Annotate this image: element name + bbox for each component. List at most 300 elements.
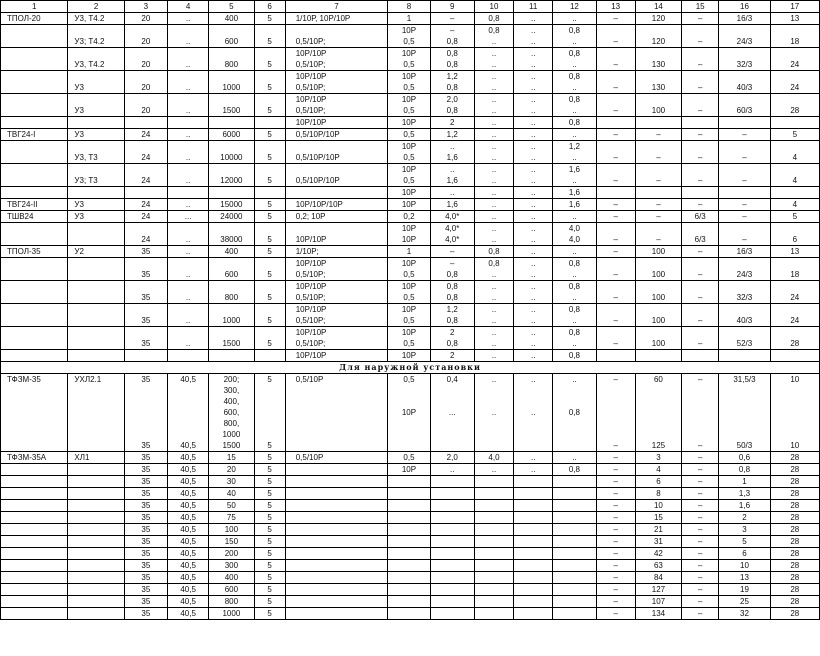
table-cell-col-3 xyxy=(124,258,167,270)
table-cell-col-4 xyxy=(168,258,209,270)
table-cell-col-12: 0,8 xyxy=(553,281,596,293)
table-cell-col-9 xyxy=(430,476,474,488)
column-number-16: 16 xyxy=(719,1,770,13)
table-cell-col-7 xyxy=(285,141,388,153)
table-cell-col-7: 10Р/10Р xyxy=(285,234,388,246)
table-cell-col-4 xyxy=(168,48,209,60)
table-cell-col-2 xyxy=(68,223,124,235)
table-cell-col-6: 5 xyxy=(254,596,285,608)
table-cell-col-12: 0,8 xyxy=(553,94,596,106)
table-cell-col-15: – xyxy=(682,572,719,584)
table-cell-col-17: 10 xyxy=(770,374,819,386)
table-cell-col-16: – xyxy=(719,152,770,164)
table-cell-col-14: 100 xyxy=(635,315,681,327)
table-cell-col-1 xyxy=(1,385,68,396)
table-cell-col-3: 35 xyxy=(124,608,167,620)
table-cell-col-9 xyxy=(430,524,474,536)
table-cell-col-17 xyxy=(770,304,819,316)
table-cell-col-15 xyxy=(682,407,719,418)
table-cell-col-6: 5 xyxy=(254,175,285,187)
table-cell-col-8: 10Р xyxy=(388,234,430,246)
table-cell-col-15 xyxy=(682,48,719,60)
table-cell-col-6: 5 xyxy=(254,234,285,246)
table-cell-col-3 xyxy=(124,164,167,176)
table-cell-col-11: .. xyxy=(514,464,553,476)
table-cell-col-2 xyxy=(68,429,124,440)
table-cell-col-11: .. xyxy=(514,304,553,316)
table-cell-col-6: 5 xyxy=(254,500,285,512)
table-cell-col-3: 24 xyxy=(124,129,167,141)
table-cell-col-12: .. xyxy=(553,452,596,464)
table-cell-col-9 xyxy=(430,512,474,524)
table-cell-col-12: .. xyxy=(553,152,596,164)
table-cell-col-9: .. xyxy=(430,164,474,176)
table-cell-col-3 xyxy=(124,429,167,440)
table-cell-col-13 xyxy=(596,141,635,153)
table-cell-col-8 xyxy=(388,584,430,596)
table-cell-col-4: 40,5 xyxy=(168,536,209,548)
table-cell-col-5: 150 xyxy=(209,536,254,548)
table-cell-col-7: 1/10Р; xyxy=(285,246,388,258)
table-cell-col-4: .. xyxy=(168,292,209,304)
table-cell-col-1 xyxy=(1,94,68,106)
table-cell-col-6 xyxy=(254,418,285,429)
table-cell-col-11: .. xyxy=(514,407,553,418)
table-cell-col-7 xyxy=(285,187,388,199)
table-cell-col-14: 63 xyxy=(635,560,681,572)
table-cell-col-9: 0,8 xyxy=(430,281,474,293)
table-cell-col-6 xyxy=(254,429,285,440)
table-cell-col-13: – xyxy=(596,488,635,500)
table-cell-col-1 xyxy=(1,164,68,176)
column-number-13: 13 xyxy=(596,1,635,13)
table-cell-col-1 xyxy=(1,292,68,304)
table-cell-col-15: – xyxy=(682,476,719,488)
table-cell-col-13 xyxy=(596,187,635,199)
table-cell-col-16: 60/3 xyxy=(719,105,770,117)
table-row xyxy=(1,36,820,48)
table-cell-col-3 xyxy=(124,407,167,418)
table-cell-col-14: 10 xyxy=(635,500,681,512)
table-cell-col-4: .. xyxy=(168,338,209,350)
table-cell-col-6: 5 xyxy=(254,36,285,48)
table-cell-col-6: 5 xyxy=(254,524,285,536)
table-cell-col-12: 0,8 xyxy=(553,258,596,270)
table-cell-col-13: – xyxy=(596,152,635,164)
table-cell-col-13: – xyxy=(596,500,635,512)
table-cell-col-4: 40,5 xyxy=(168,374,209,386)
table-cell-col-7 xyxy=(285,396,388,407)
table-cell-col-3: 35 xyxy=(124,500,167,512)
table-cell-col-13 xyxy=(596,327,635,339)
table-cell-col-17: 28 xyxy=(770,488,819,500)
table-cell-col-2: У3 xyxy=(68,211,124,223)
column-number-17: 17 xyxy=(770,1,819,13)
table-cell-col-4 xyxy=(168,327,209,339)
table-cell-col-10: .. xyxy=(474,71,513,83)
table-cell-col-16: 13 xyxy=(719,572,770,584)
table-cell-col-4: 40,5 xyxy=(168,524,209,536)
table-cell-col-16: 16/3 xyxy=(719,246,770,258)
table-cell-col-13: – xyxy=(596,536,635,548)
table-cell-col-8: 0,5 xyxy=(388,269,430,281)
table-cell-col-1: ТВГ24-I xyxy=(1,129,68,141)
table-cell-col-17 xyxy=(770,141,819,153)
table-row xyxy=(1,338,820,350)
table-cell-col-7: 0,5/10Р; xyxy=(285,315,388,327)
table-cell-col-8: 10Р xyxy=(388,71,430,83)
table-cell-col-14: 100 xyxy=(635,105,681,117)
table-cell-col-14: 3 xyxy=(635,452,681,464)
table-cell-col-2 xyxy=(68,164,124,176)
table-row xyxy=(1,396,820,407)
table-cell-col-11 xyxy=(514,429,553,440)
table-cell-col-14: 84 xyxy=(635,572,681,584)
table-cell-col-17: 28 xyxy=(770,584,819,596)
section-heading-row xyxy=(1,362,820,374)
table-cell-col-11: .. xyxy=(514,71,553,83)
table-cell-col-3: 35 xyxy=(124,476,167,488)
table-cell-col-1 xyxy=(1,429,68,440)
table-cell-col-13 xyxy=(596,223,635,235)
table-cell-col-10: .. xyxy=(474,117,513,129)
table-cell-col-9: 1,2 xyxy=(430,129,474,141)
table-cell-col-11: .. xyxy=(514,129,553,141)
table-cell-col-9: 0,8 xyxy=(430,292,474,304)
table-cell-col-10: .. xyxy=(474,464,513,476)
table-cell-col-2 xyxy=(68,258,124,270)
table-cell-col-10: .. xyxy=(474,105,513,117)
table-cell-col-8 xyxy=(388,536,430,548)
table-cell-col-4: 40,5 xyxy=(168,596,209,608)
table-row xyxy=(1,500,820,512)
table-cell-col-12: .. xyxy=(553,13,596,25)
table-cell-col-5: 400 xyxy=(209,572,254,584)
table-cell-col-8: 10Р xyxy=(388,407,430,418)
table-cell-col-14: 120 xyxy=(635,13,681,25)
table-cell-col-13: – xyxy=(596,524,635,536)
table-cell-col-10: .. xyxy=(474,82,513,94)
table-cell-col-16 xyxy=(719,117,770,129)
table-cell-col-2 xyxy=(68,338,124,350)
table-cell-col-16 xyxy=(719,327,770,339)
table-cell-col-3: 24 xyxy=(124,211,167,223)
table-cell-col-7 xyxy=(285,464,388,476)
table-cell-col-16: 32/3 xyxy=(719,292,770,304)
table-row xyxy=(1,199,820,211)
table-cell-col-5: 100 xyxy=(209,524,254,536)
table-cell-col-16: 40/3 xyxy=(719,315,770,327)
table-cell-col-14 xyxy=(635,327,681,339)
table-cell-col-12: 1,6 xyxy=(553,199,596,211)
table-cell-col-12: 1,6 xyxy=(553,187,596,199)
table-cell-col-8 xyxy=(388,500,430,512)
table-cell-col-16: – xyxy=(719,129,770,141)
table-cell-col-14 xyxy=(635,407,681,418)
table-cell-col-3: 35 xyxy=(124,536,167,548)
column-number-5: 5 xyxy=(209,1,254,13)
table-row xyxy=(1,548,820,560)
table-cell-col-17 xyxy=(770,258,819,270)
table-cell-col-14: – xyxy=(635,199,681,211)
table-cell-col-12 xyxy=(553,608,596,620)
table-cell-col-17: 28 xyxy=(770,500,819,512)
table-cell-col-11: .. xyxy=(514,164,553,176)
table-cell-col-6 xyxy=(254,327,285,339)
table-cell-col-10: .. xyxy=(474,350,513,362)
table-cell-col-10: .. xyxy=(474,338,513,350)
table-cell-col-1 xyxy=(1,464,68,476)
table-cell-col-2 xyxy=(68,572,124,584)
table-cell-col-2 xyxy=(68,327,124,339)
table-cell-col-17: 4 xyxy=(770,152,819,164)
table-cell-col-17: 24 xyxy=(770,315,819,327)
table-cell-col-14 xyxy=(635,48,681,60)
table-cell-col-15 xyxy=(682,117,719,129)
table-cell-col-2: У3, Т3 xyxy=(68,152,124,164)
table-cell-col-5: 1500 xyxy=(209,105,254,117)
table-cell-col-3: 35 xyxy=(124,246,167,258)
table-cell-col-13 xyxy=(596,429,635,440)
table-row xyxy=(1,292,820,304)
table-cell-col-1 xyxy=(1,175,68,187)
column-number-4: 4 xyxy=(168,1,209,13)
table-cell-col-2 xyxy=(68,418,124,429)
table-cell-col-4: 40,5 xyxy=(168,584,209,596)
table-cell-col-1 xyxy=(1,418,68,429)
table-cell-col-9: 2 xyxy=(430,350,474,362)
table-cell-col-3: 20 xyxy=(124,13,167,25)
table-cell-col-5: 38000 xyxy=(209,234,254,246)
table-row xyxy=(1,464,820,476)
table-cell-col-13: – xyxy=(596,584,635,596)
table-cell-col-3 xyxy=(124,117,167,129)
table-cell-col-7 xyxy=(285,385,388,396)
table-cell-col-10 xyxy=(474,584,513,596)
table-cell-col-14: 6 xyxy=(635,476,681,488)
table-cell-col-12: .. xyxy=(553,129,596,141)
table-cell-col-6 xyxy=(254,187,285,199)
table-cell-col-15 xyxy=(682,164,719,176)
table-cell-col-2 xyxy=(68,25,124,37)
table-cell-col-1 xyxy=(1,36,68,48)
table-cell-col-14: 21 xyxy=(635,524,681,536)
table-cell-col-9: 2 xyxy=(430,327,474,339)
table-cell-col-1 xyxy=(1,608,68,620)
table-cell-col-12: 0,8 xyxy=(553,117,596,129)
table-cell-col-10: 4,0 xyxy=(474,452,513,464)
table-cell-col-8: 10Р xyxy=(388,258,430,270)
table-cell-col-17: 28 xyxy=(770,464,819,476)
table-cell-col-4: .. xyxy=(168,105,209,117)
table-cell-col-13 xyxy=(596,396,635,407)
table-cell-col-14 xyxy=(635,164,681,176)
table-cell-col-6 xyxy=(254,48,285,60)
table-cell-col-6: 5 xyxy=(254,199,285,211)
table-cell-col-9: ... xyxy=(430,407,474,418)
table-row xyxy=(1,141,820,153)
table-cell-col-4: .. xyxy=(168,13,209,25)
table-cell-col-15: – xyxy=(682,524,719,536)
table-cell-col-11: .. xyxy=(514,59,553,71)
table-cell-col-11: .. xyxy=(514,141,553,153)
table-cell-col-4 xyxy=(168,94,209,106)
table-cell-col-7 xyxy=(285,560,388,572)
table-cell-col-8 xyxy=(388,548,430,560)
table-cell-col-3 xyxy=(124,48,167,60)
table-cell-col-16: 40/3 xyxy=(719,82,770,94)
table-cell-col-17 xyxy=(770,385,819,396)
table-cell-col-4: 40,5 xyxy=(168,452,209,464)
table-cell-col-17: 24 xyxy=(770,59,819,71)
table-cell-col-14: 130 xyxy=(635,82,681,94)
table-cell-col-7 xyxy=(285,429,388,440)
table-cell-col-5: 400, xyxy=(209,396,254,407)
table-cell-col-5: 1000 xyxy=(209,608,254,620)
table-cell-col-2: У3; Т3 xyxy=(68,175,124,187)
table-cell-col-1 xyxy=(1,141,68,153)
column-number-11: 11 xyxy=(514,1,553,13)
table-cell-col-9: 0,8 xyxy=(430,59,474,71)
table-row xyxy=(1,82,820,94)
table-cell-col-13: – xyxy=(596,269,635,281)
table-cell-col-11: .. xyxy=(514,187,553,199)
table-cell-col-1 xyxy=(1,596,68,608)
table-cell-col-1 xyxy=(1,59,68,71)
table-cell-col-3: 20 xyxy=(124,36,167,48)
table-row xyxy=(1,608,820,620)
table-cell-col-10 xyxy=(474,396,513,407)
table-cell-col-13 xyxy=(596,304,635,316)
table-cell-col-1 xyxy=(1,536,68,548)
table-cell-col-5: 1500 xyxy=(209,338,254,350)
section-title: Для наружной установки xyxy=(1,362,820,374)
table-row xyxy=(1,440,820,452)
table-cell-col-3: 35 xyxy=(124,548,167,560)
table-cell-col-8: 1 xyxy=(388,13,430,25)
table-cell-col-2 xyxy=(68,608,124,620)
table-cell-col-2 xyxy=(68,476,124,488)
table-cell-col-12 xyxy=(553,548,596,560)
table-cell-col-15 xyxy=(682,281,719,293)
table-cell-col-17 xyxy=(770,350,819,362)
table-cell-col-15: – xyxy=(682,374,719,386)
table-cell-col-6 xyxy=(254,164,285,176)
table-cell-col-14 xyxy=(635,396,681,407)
table-cell-col-13: – xyxy=(596,211,635,223)
table-cell-col-5: 800, xyxy=(209,418,254,429)
table-cell-col-15 xyxy=(682,396,719,407)
table-cell-col-15 xyxy=(682,25,719,37)
table-row xyxy=(1,164,820,176)
table-cell-col-11: .. xyxy=(514,452,553,464)
table-cell-col-14 xyxy=(635,94,681,106)
table-cell-col-15: – xyxy=(682,464,719,476)
table-cell-col-11: .. xyxy=(514,327,553,339)
table-row xyxy=(1,187,820,199)
table-cell-col-11: .. xyxy=(514,269,553,281)
table-cell-col-3: 35 xyxy=(124,452,167,464)
table-cell-col-8: 10Р xyxy=(388,117,430,129)
table-row xyxy=(1,476,820,488)
table-cell-col-15: – xyxy=(682,269,719,281)
table-row xyxy=(1,94,820,106)
table-cell-col-7: 0,5/10Р/10Р xyxy=(285,175,388,187)
table-cell-col-8: 0,5 xyxy=(388,82,430,94)
table-cell-col-16: 50/3 xyxy=(719,440,770,452)
table-cell-col-9: 0,4 xyxy=(430,374,474,386)
table-cell-col-9: 1,2 xyxy=(430,304,474,316)
table-cell-col-9 xyxy=(430,596,474,608)
table-cell-col-2 xyxy=(68,141,124,153)
table-cell-col-11 xyxy=(514,512,553,524)
table-cell-col-10: .. xyxy=(474,223,513,235)
table-cell-col-2: УХЛ2.1 xyxy=(68,374,124,386)
table-cell-col-6 xyxy=(254,141,285,153)
table-cell-col-17: 13 xyxy=(770,246,819,258)
table-cell-col-1 xyxy=(1,82,68,94)
table-cell-col-6 xyxy=(254,304,285,316)
table-row xyxy=(1,59,820,71)
table-cell-col-5: 200; xyxy=(209,374,254,386)
table-cell-col-7: 10Р/10Р xyxy=(285,258,388,270)
table-cell-col-3: 20 xyxy=(124,105,167,117)
table-cell-col-10: .. xyxy=(474,304,513,316)
table-cell-col-12: 4,0 xyxy=(553,223,596,235)
table-row xyxy=(1,512,820,524)
table-cell-col-8 xyxy=(388,429,430,440)
table-cell-col-1 xyxy=(1,105,68,117)
table-cell-col-6 xyxy=(254,350,285,362)
table-cell-col-7 xyxy=(285,548,388,560)
table-cell-col-15: – xyxy=(682,338,719,350)
table-cell-col-8: 10Р xyxy=(388,164,430,176)
table-cell-col-17 xyxy=(770,396,819,407)
table-cell-col-16 xyxy=(719,223,770,235)
table-cell-col-12: 1,6 xyxy=(553,164,596,176)
table-cell-col-8 xyxy=(388,596,430,608)
table-row xyxy=(1,117,820,129)
table-cell-col-12: .. xyxy=(553,59,596,71)
table-cell-col-9: – xyxy=(430,25,474,37)
table-cell-col-16 xyxy=(719,407,770,418)
table-cell-col-17 xyxy=(770,418,819,429)
table-cell-col-7: 10Р/10Р xyxy=(285,327,388,339)
table-cell-col-8 xyxy=(388,560,430,572)
table-cell-col-10: .. xyxy=(474,48,513,60)
table-row xyxy=(1,572,820,584)
table-cell-col-15: – xyxy=(682,536,719,548)
table-cell-col-10 xyxy=(474,429,513,440)
table-body xyxy=(1,1,820,620)
table-cell-col-16: 52/3 xyxy=(719,338,770,350)
table-row xyxy=(1,129,820,141)
table-cell-col-16 xyxy=(719,25,770,37)
table-cell-col-13: – xyxy=(596,374,635,386)
table-cell-col-12: .. xyxy=(553,292,596,304)
table-cell-col-16: 32 xyxy=(719,608,770,620)
table-cell-col-17 xyxy=(770,187,819,199)
column-number-6: 6 xyxy=(254,1,285,13)
table-cell-col-15 xyxy=(682,418,719,429)
table-cell-col-7: 0,5/10Р; xyxy=(285,338,388,350)
table-cell-col-8: 10Р xyxy=(388,304,430,316)
table-cell-col-10 xyxy=(474,500,513,512)
table-cell-col-7 xyxy=(285,536,388,548)
table-cell-col-13: – xyxy=(596,13,635,25)
table-cell-col-9 xyxy=(430,396,474,407)
table-row xyxy=(1,407,820,418)
